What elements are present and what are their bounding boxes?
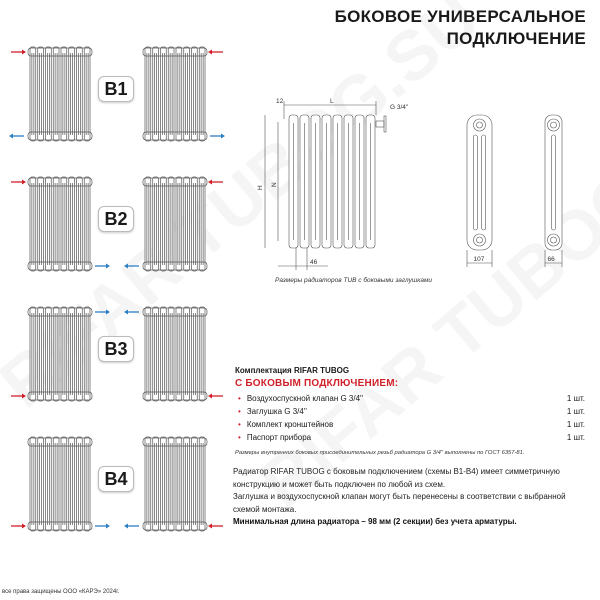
dim-h: H: [257, 185, 264, 190]
scheme-b3: [0, 302, 225, 412]
return-arrow-icon: [124, 264, 139, 269]
kit-section: [235, 366, 585, 456]
scheme-b2: [0, 172, 225, 282]
kit-subheading: С БОКОВЫМ ПОДКЛЮЧЕНИЕМ:: [235, 378, 399, 389]
scheme-label: B2: [98, 206, 134, 232]
supply-arrow-icon: [11, 394, 26, 399]
return-arrow-icon: [95, 524, 110, 529]
radiator-left: [28, 47, 92, 141]
kit-item-name: Воздухоспускной клапан G 3/4'': [246, 394, 364, 403]
dimension-drawing: [250, 95, 600, 275]
title-line-2: ПОДКЛЮЧЕНИЕ: [446, 29, 586, 48]
kit-item: [235, 405, 585, 418]
kit-note: Размеры внутренних боковых присоединительных резьб радиатора G 3/4'' выполнены по ГОСТ 6357-81.: [235, 450, 525, 456]
return-arrow-icon: [124, 310, 139, 315]
side-view-3-column: [467, 115, 492, 267]
supply-arrow-icon: [208, 180, 223, 185]
description-p1: Радиатор RIFAR TUBOG с боковым подключением (схемы B1-B4) имеет симметричную конструкцию и может быть подключен по любой из схем.: [233, 467, 560, 489]
supply-arrow-icon: [208, 524, 223, 529]
bullet-icon: •: [238, 394, 241, 403]
radiator-front-view: [289, 115, 375, 248]
radiator-left: [28, 307, 92, 401]
dim-12: 12: [276, 98, 284, 105]
radiator-right: [143, 307, 207, 401]
kit-item: [235, 431, 585, 444]
supply-arrow-icon: [11, 524, 26, 529]
description-p2: Заглушка и воздухоспускной клапан могут быть перенесены в соответствии с выбранной схемой монтажа.: [233, 492, 566, 514]
kit-item-name: Заглушка G 3/4'': [246, 407, 307, 416]
kit-list: [235, 392, 585, 444]
scheme-label: B3: [98, 336, 134, 362]
radiator-right: [143, 47, 207, 141]
side-view-2-column: [545, 115, 562, 267]
scheme-b1: [0, 42, 225, 152]
title-line-1: БОКОВОЕ УНИВЕРСАЛЬНОЕ: [334, 7, 586, 26]
kit-item-qty: 1 шт.: [566, 394, 585, 403]
dim-n: N: [271, 182, 278, 187]
kit-item-qty: 1 шт.: [566, 407, 585, 416]
return-arrow-icon: [95, 264, 110, 269]
scheme-label: B4: [98, 466, 134, 492]
radiator-left: [28, 177, 92, 271]
dim-l: L: [330, 98, 334, 105]
scheme-b4: [0, 432, 225, 542]
dim-46: 46: [310, 259, 318, 266]
bullet-icon: •: [238, 433, 241, 442]
dim-thread: G 3/4'': [390, 104, 409, 111]
return-arrow-icon: [124, 524, 139, 529]
return-arrow-icon: [9, 134, 24, 139]
scheme-label: B1: [98, 76, 134, 102]
radiator-left: [28, 437, 92, 531]
supply-arrow-icon: [208, 394, 223, 399]
kit-item-name: Комплект кронштейнов: [246, 420, 334, 429]
return-arrow-icon: [95, 310, 110, 315]
kit-item: [235, 392, 585, 405]
side-view-2-column-depth: 66: [547, 256, 555, 263]
kit-item-qty: 1 шт.: [566, 433, 585, 442]
return-arrow-icon: [210, 134, 225, 139]
page-title: [335, 6, 586, 50]
drawing-caption: Размеры радиаторов TUB с боковыми заглушками: [275, 277, 433, 284]
copyright: все права защищены ООО «КАРЭ» 2024г.: [2, 589, 120, 595]
bullet-icon: •: [238, 407, 241, 416]
description: [233, 466, 585, 529]
bullet-icon: •: [238, 420, 241, 429]
side-view-3-column-depth: 107: [473, 256, 485, 263]
radiator-right: [143, 177, 207, 271]
description-p3: Минимальная длина радиатора – 98 мм (2 секции) без учета арматуры.: [233, 517, 517, 526]
radiator-right: [143, 437, 207, 531]
kit-item-qty: 1 шт.: [566, 420, 585, 429]
supply-arrow-icon: [208, 50, 223, 55]
kit-heading: Комплектация RIFAR TUBOG: [235, 366, 350, 375]
kit-item-name: Паспорт прибора: [246, 433, 312, 442]
supply-arrow-icon: [11, 180, 26, 185]
supply-arrow-icon: [11, 50, 26, 55]
kit-item: [235, 418, 585, 431]
